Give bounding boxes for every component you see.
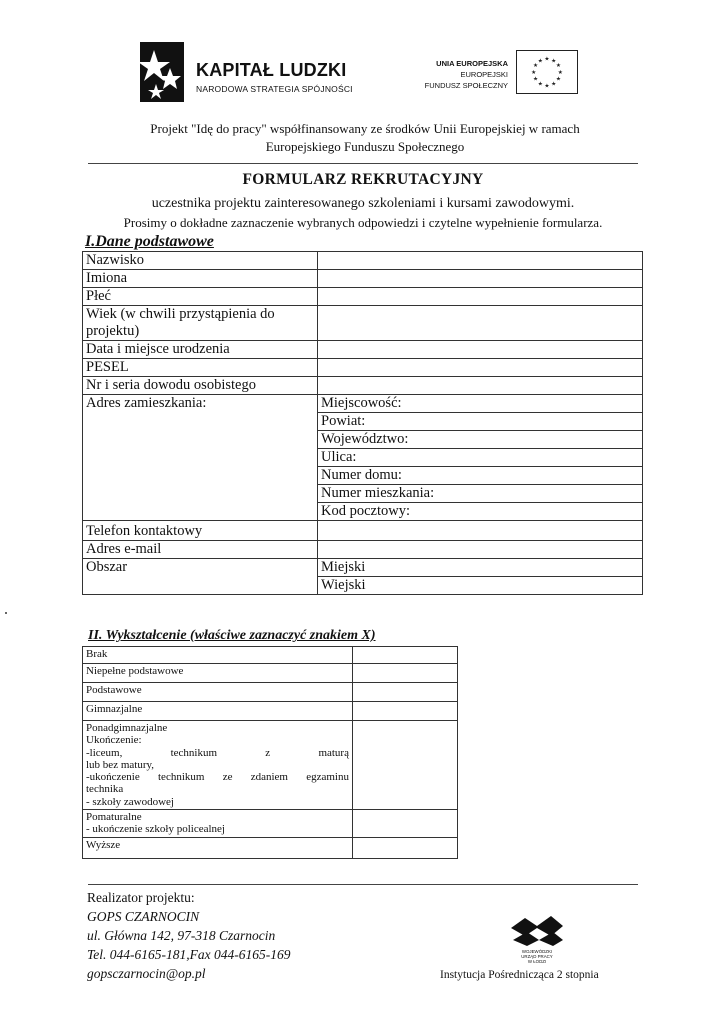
education-table	[82, 646, 458, 859]
word: zdaniem	[250, 771, 288, 784]
svg-text:★: ★	[557, 69, 563, 76]
checkbox-edu-none[interactable]	[353, 647, 458, 664]
section-basic-data-heading: I.Dane podstawowe	[85, 233, 214, 250]
eu-logo-line1: UNIA EUROPEJSKA	[436, 59, 508, 68]
table-row	[83, 270, 643, 288]
margin-mark	[5, 612, 7, 614]
field-address-street[interactable]: Ulica:	[318, 449, 643, 467]
field-id-card[interactable]	[318, 377, 643, 395]
label-birth: Data i miejsce urodzenia	[83, 341, 318, 359]
word: -ukończenie	[86, 771, 140, 784]
table-row	[83, 377, 643, 395]
upper-secondary-line2: Ukończenie:	[86, 734, 142, 747]
field-address-postal-code[interactable]: Kod pocztowy:	[318, 503, 643, 521]
wup-logo-line2: URZĄD PRACY	[521, 954, 553, 959]
table-row	[83, 306, 643, 341]
table-row	[83, 541, 643, 559]
svg-text:★: ★	[537, 81, 543, 88]
form-intro-1: uczestnika projektu zainteresowanego szkoleniami i kursami zawodowymi.	[151, 196, 575, 211]
table-row	[83, 288, 643, 306]
table-row	[83, 647, 458, 664]
header-divider	[88, 163, 638, 164]
wup-logo-line1: WOJEWÓDZKI	[521, 949, 553, 954]
label-edu-incomplete-primary: Niepełne podstawowe	[83, 664, 353, 683]
label-phone: Telefon kontaktowy	[83, 521, 318, 541]
post-secondary-line1: Pomaturalne	[86, 811, 142, 824]
table-row	[83, 664, 458, 683]
label-address: Adres zamieszkania:	[83, 395, 318, 521]
upper-secondary-line4: lub bez matury,	[86, 758, 155, 771]
option-area-urban[interactable]: Miejski	[318, 559, 643, 577]
kapital-ludzki-subtitle: NARODOWA STRATEGIA SPÓJNOŚCI	[196, 84, 353, 94]
field-address-house-number[interactable]: Numer domu:	[318, 467, 643, 485]
project-line-2: Europejskiego Funduszu Społecznego	[265, 139, 465, 154]
table-row	[83, 721, 458, 810]
label-surname: Nazwisko	[83, 252, 318, 270]
field-surname[interactable]	[318, 252, 643, 270]
svg-text:★: ★	[555, 76, 562, 83]
eu-logo-line3: FUNDUSZ SPOŁECZNY	[424, 81, 508, 90]
eu-logo-text	[422, 58, 508, 91]
upper-secondary-line1: Ponadgimnazjalne	[86, 722, 168, 734]
table-row	[83, 810, 458, 838]
label-edu-primary: Podstawowe	[83, 683, 353, 702]
svg-text:★: ★	[551, 81, 557, 88]
word: technikum	[158, 771, 205, 784]
eu-logo-line2: EUROPEJSKI	[460, 70, 508, 79]
upper-secondary-line3	[86, 747, 349, 759]
label-age-line1	[86, 306, 314, 323]
svg-text:★: ★	[544, 56, 550, 63]
svg-text:★: ★	[531, 69, 537, 76]
upper-secondary-line6: technika	[86, 783, 124, 796]
form-intro-2: Prosimy o dokładne zaznaczenie wybranych odpowiedzi i czytelne wypełnienie formularza.	[123, 215, 603, 230]
svg-text:★: ★	[551, 58, 557, 65]
footer-contact	[87, 888, 290, 983]
svg-text:★: ★	[532, 63, 539, 70]
word: technikum	[170, 746, 218, 759]
label-age-text1: Wiek (w chwili przystąpienia do	[86, 306, 275, 322]
label-edu-post-secondary	[83, 810, 353, 838]
footer-label: Realizator projektu:	[87, 890, 195, 905]
svg-text:★: ★	[537, 58, 543, 65]
label-edu-lower-secondary: Gimnazjalne	[83, 702, 353, 721]
checkbox-edu-upper-secondary[interactable]	[353, 721, 458, 810]
checkbox-edu-lower-secondary[interactable]	[353, 702, 458, 721]
label-id-card: Nr i seria dowodu osobistego	[83, 377, 318, 395]
field-address-city[interactable]: Miejscowość:	[318, 395, 643, 413]
label-edu-none: Brak	[83, 647, 353, 664]
field-sex[interactable]	[318, 288, 643, 306]
upper-secondary-line7: - szkoły zawodowej	[86, 795, 174, 808]
field-address-flat-number[interactable]: Numer mieszkania:	[318, 485, 643, 503]
word: -liceum,	[86, 746, 123, 759]
field-first-names[interactable]	[318, 270, 643, 288]
post-secondary-line2: - ukończenie szkoły policealnej	[86, 823, 225, 836]
table-row	[83, 702, 458, 721]
field-age[interactable]	[318, 306, 643, 341]
table-row	[83, 683, 458, 702]
svg-text:★: ★	[555, 63, 562, 70]
checkbox-edu-primary[interactable]	[353, 683, 458, 702]
field-email[interactable]	[318, 541, 643, 559]
table-row	[83, 559, 643, 577]
footer-email: gopsczarnocin@op.pl	[87, 966, 206, 981]
project-line-1: Projekt "Idę do pracy" współfinansowany ze środków Unii Europejskiej w ramach	[150, 121, 580, 136]
word: egzaminu	[306, 771, 349, 784]
kapital-ludzki-title: KAPITAŁ LUDZKI	[196, 60, 347, 80]
footer-org: GOPS CZARNOCIN	[87, 909, 200, 924]
word: maturą	[318, 746, 349, 759]
basic-data-table	[82, 251, 643, 595]
intermediate-institution-label: Instytucja Pośrednicząca 2 stopnia	[440, 969, 599, 981]
upper-secondary-line5	[86, 771, 349, 783]
svg-text:★: ★	[532, 76, 539, 83]
label-edu-higher: Wyższe	[83, 837, 353, 858]
wup-logo-line3: W ŁODZI	[527, 959, 547, 964]
field-pesel[interactable]	[318, 359, 643, 377]
section-education-heading: II. Wykształcenie (właściwe zaznaczyć znakiem X)	[88, 628, 376, 643]
option-area-rural[interactable]: Wiejski	[318, 577, 643, 595]
field-birth[interactable]	[318, 341, 643, 359]
field-phone[interactable]	[318, 521, 643, 541]
label-pesel: PESEL	[83, 359, 318, 377]
table-row	[83, 341, 643, 359]
svg-text:★: ★	[544, 83, 550, 90]
label-sex: Płeć	[83, 288, 318, 306]
field-address-county[interactable]: Powiat:	[318, 413, 643, 431]
label-email: Adres e-mail	[83, 541, 318, 559]
checkbox-edu-incomplete-primary[interactable]	[353, 664, 458, 683]
label-first-names: Imiona	[83, 270, 318, 288]
word: z	[265, 746, 271, 759]
label-age-line2: projektu)	[86, 323, 140, 339]
word: ze	[222, 771, 233, 784]
checkbox-edu-higher[interactable]	[353, 837, 458, 858]
form-title: FORMULARZ REKRUTACYJNY	[242, 171, 484, 188]
table-row	[83, 359, 643, 377]
footer-address: ul. Główna 142, 97-318 Czarnocin	[87, 928, 276, 943]
eu-flag-icon	[516, 50, 578, 94]
table-row	[83, 837, 458, 858]
field-address-voivodeship[interactable]: Województwo:	[318, 431, 643, 449]
footer-phone: Tel. 044-6165-181,Fax 044-6165-169	[87, 947, 291, 962]
table-row	[83, 521, 643, 541]
label-edu-upper-secondary	[83, 721, 353, 810]
kapital-ludzki-logo	[140, 42, 360, 102]
checkbox-edu-post-secondary[interactable]	[353, 810, 458, 838]
footer-divider	[88, 884, 638, 885]
label-area: Obszar	[83, 559, 318, 595]
kapital-ludzki-emblem-icon	[140, 42, 184, 102]
table-row	[83, 395, 643, 413]
project-description	[80, 120, 650, 156]
table-row	[83, 252, 643, 270]
label-age	[83, 306, 318, 341]
wup-lodz-logo	[507, 914, 567, 966]
